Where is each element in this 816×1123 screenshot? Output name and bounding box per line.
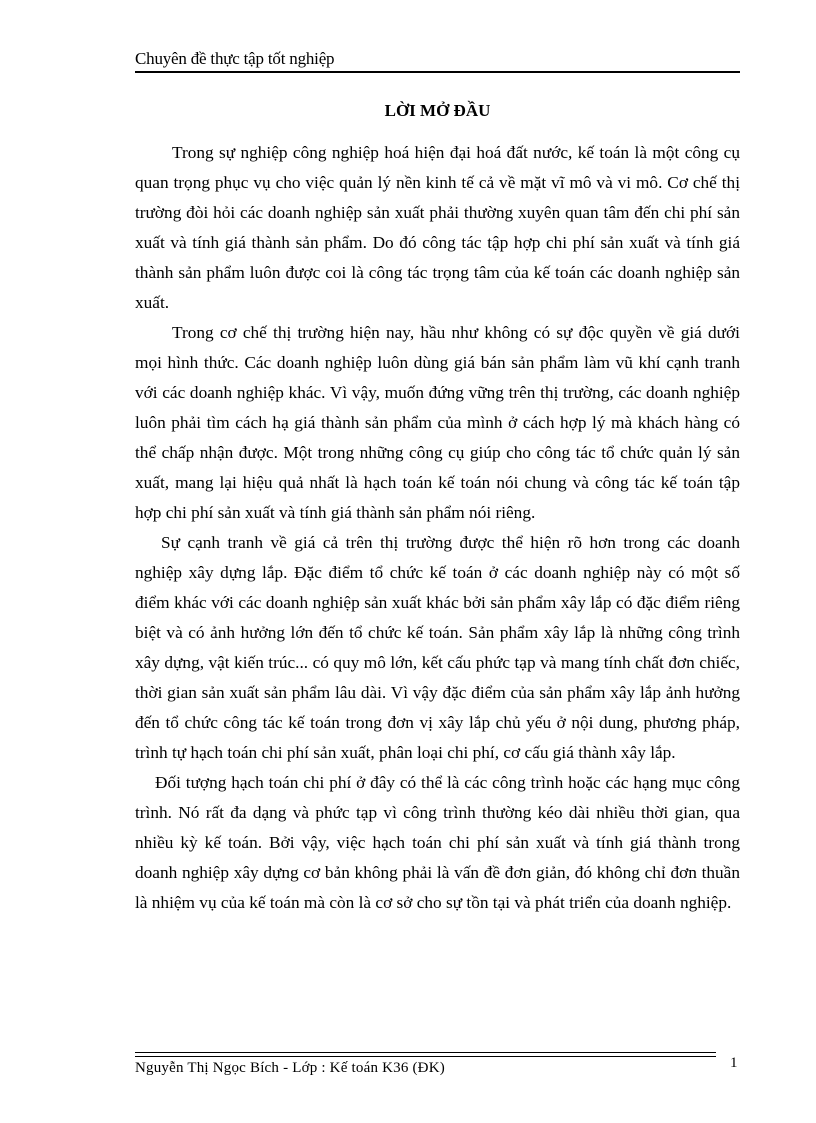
page-header: [135, 48, 740, 73]
paragraph-2: Trong cơ chế thị trường hiện nay, hầu như không có sự độc quyền về giá dưới mọi hình thức. Các doanh nghiệp luôn dùng giá bán sản phẩm làm vũ khí cạnh tranh với các doanh nghiệp khác. Vì vậy, muốn đứng vững trên thị trường, các doanh nghiệp luôn phải tìm cách hạ giá thành sản phẩm của mình ở cách hợp lý mà khách hàng có thể chấp nhận được. Một trong những công cụ giúp cho công tác tổ chức quản lý sản xuất, mang lại hiệu quả nhất là hạch toán kế toán nói chung và công tác kế toán tập hợp chi phí sản xuất và tính giá thành sản phẩm nói riêng.: [135, 323, 740, 522]
page-number: 1: [730, 1055, 738, 1071]
paragraph-1: Trong sự nghiệp công nghiệp hoá hiện đại hoá đất nước, kế toán là một công cụ quan trọng phục vụ cho việc quản lý nền kinh tế cả về mặt vĩ mô và vi mô. Cơ chế thị trường đòi hỏi các doanh nghiệp sản xuất phải thường xuyên quan tâm đến chi phí sản xuất và tính giá thành sản phẩm. Do đó công tác tập hợp chi phí sản xuất và tính giá thành sản phẩm luôn được coi là công tác trọng tâm của kế toán các doanh nghiệp sản xuất.: [135, 143, 740, 312]
footer-divider: [135, 1052, 716, 1057]
paragraph-4: Đối tượng hạch toán chi phí ở đây có thể là các công trình hoặc các hạng mục công trình. Nó rất đa dạng và phức tạp vì công trình thường kéo dài nhiều thời gian, qua nhiều kỳ kế toán. Bởi vậy, việc hạch toán chi phí sản xuất và tính giá thành trong doanh nghiệp xây dựng cơ bản không phải là vấn đề đơn giản, đó không chỉ đơn thuần là nhiệm vụ của kế toán mà còn là cơ sở cho sự tồn tại và phát triển của doanh nghiệp.: [135, 773, 740, 912]
document-heading: LỜI MỞ ĐẦU: [384, 101, 491, 120]
document-body: [135, 138, 740, 918]
paragraph-3: Sự cạnh tranh về giá cả trên thị trường được thể hiện rõ hơn trong các doanh nghiệp xây dựng lắp. Đặc điểm tổ chức kế toán ở các doanh nghiệp này có một số điểm khác với các doanh nghiệp sản xuất khác bởi sản phẩm xây lắp có đặc điểm riêng biệt và có ảnh hưởng lớn đến tổ chức kế toán. Sản phẩm xây lắp là những công trình xây dựng, vật kiến trúc... có quy mô lớn, kết cấu phức tạp và mang tính chất đơn chiếc, thời gian sản xuất sản phẩm lâu dài. Vì vậy đặc điểm của sản phẩm xây lắp ảnh hưởng đến tổ chức công tác kế toán trong đơn vị xây lắp chủ yếu ở nội dung, phương pháp, trình tự hạch toán chi phí sản xuất, phân loại chi phí, cơ cấu giá thành xây lắp.: [135, 533, 740, 762]
footer-author-line: Nguyễn Thị Ngọc Bích - Lớp : Kế toán K36 (ĐK): [135, 1060, 445, 1076]
header-title: Chuyên đề thực tập tốt nghiệp: [135, 49, 335, 68]
